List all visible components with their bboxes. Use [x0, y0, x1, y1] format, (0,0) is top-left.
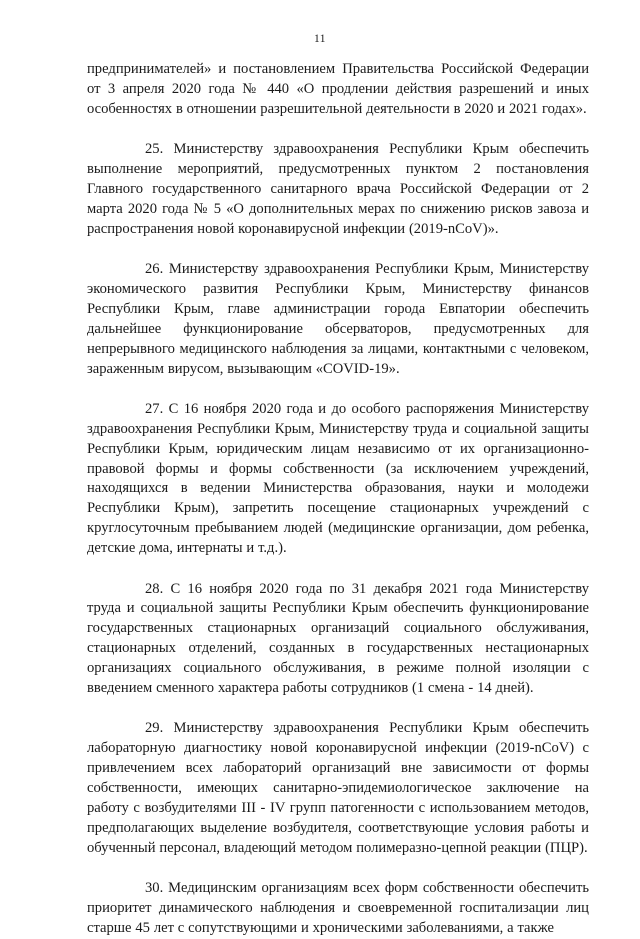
paragraph-27: 27. С 16 ноября 2020 года и до особого распоряжения Министерству здравоохранения Республики Крым, Министерству труда и социальной защиты Республики Крым, юридическим лицам независимо от их организационно-правовой формы и формы собственности (за исключением учреждений, находящихся в ведении Министерства образования, науки и молодежи Республики Крым), запретить посещение стационарных учреждений с круглосуточным пребыванием людей (медицинские организации, дом ребенка, детские дома, интернаты и т.д.). [87, 400, 589, 557]
page-number: 11 [313, 33, 327, 45]
paragraph-25: 25. Министерству здравоохранения Республики Крым обеспечить выполнение мероприятий, предусмотренных пунктом 2 постановления Главного государственного санитарного врача Российской Федерации от 2 марта 2020 года № 5 «О дополнительных мерах по снижению рисков завоза и распространения новой коронавирусной инфекции (2019-nCoV)». [87, 141, 589, 237]
document-body [87, 60, 589, 939]
paragraph-30: 30. Медицинским организациям всех форм собственности обеспечить приоритет динамического наблюдения и своевременной госпитализации лиц старше 45 лет с сопутствующими и хроническими заболеваниями, а также [87, 880, 589, 936]
paragraph-29: 29. Министерству здравоохранения Республики Крым обеспечить лабораторную диагностику новой коронавирусной инфекции (2019-nCoV) с привлечением всех лабораторий организаций вне зависимости от формы собственности, имеющих санитарно-эпидемиологическое заключение на работу с возбудителями III - IV групп патогенности с использованием методов, предполагающих выделение возбудителя, соответствующие условия работы и обученный персонал, владеющий методом полимеразно-цепной реакции (ПЦР). [87, 720, 589, 856]
paragraph-28: 28. С 16 ноября 2020 года по 31 декабря 2021 года Министерству труда и социальной защиты Республики Крым обеспечить функционирование государственных стационарных организаций социального обслуживания, стационарных отделений, созданных в государственных нестационарных организациях социального обслуживания, в режиме полной изоляции с введением сменного характера работы сотрудников (1 смена - 14 дней). [87, 580, 589, 697]
paragraph-continuation: предпринимателей» и постановлением Правительства Российской Федерации от 3 апреля 2020 года № 440 «О продлении действия разрешений и иных особенностях в отношении разрешительной деятельности в 2020 и 2021 годах». [87, 61, 589, 117]
paragraph-26: 26. Министерству здравоохранения Республики Крым, Министерству экономического развития Республики Крым, Министерству финансов Республики Крым, главе администрации города Евпатории обеспечить дальнейшее функционирование обсерваторов, предусмотренных для непрерывного медицинского наблюдения за лицами, контактными с человеком, зараженным вирусом, вызывающим «COVID-19». [87, 261, 589, 377]
